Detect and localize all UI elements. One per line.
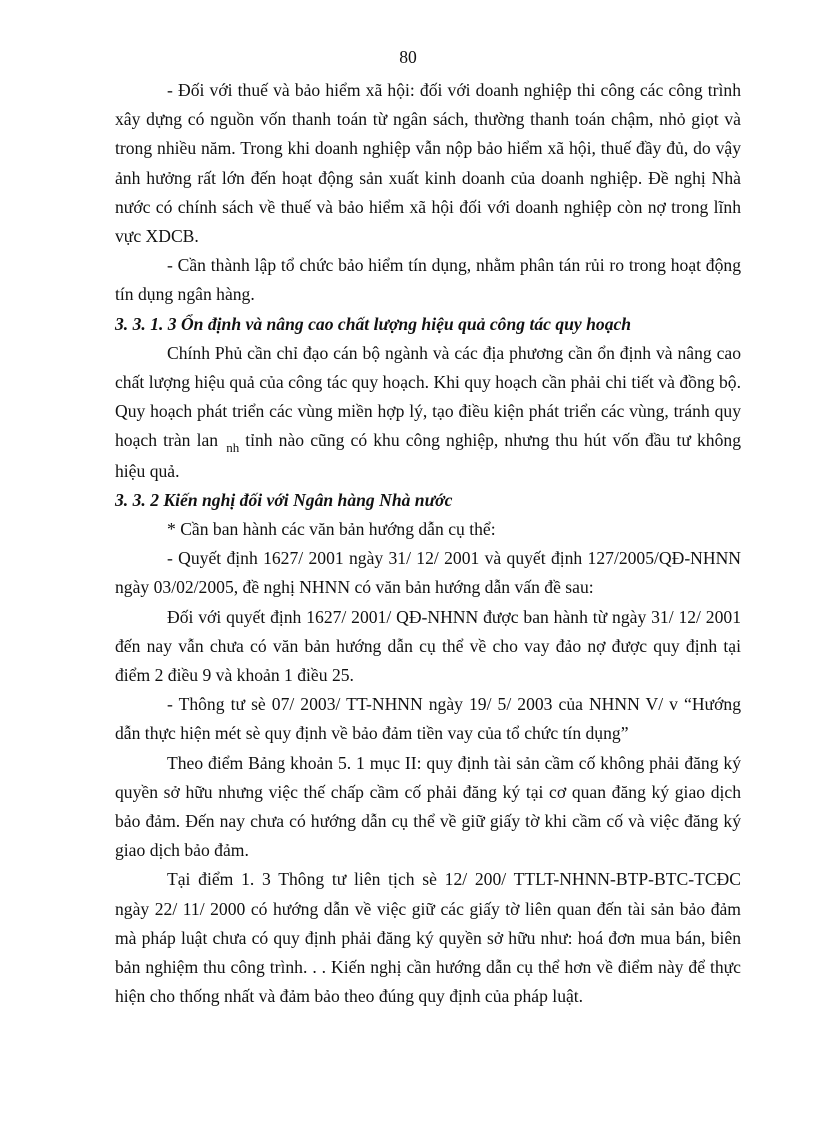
paragraph-planning-part-1: Chính Phủ cần chỉ đạo cán bộ ngành và các địa phương cần ổn định và nâng cao chất lượng hiệu quả của công tác quy hoạch. Khi quy hoạch cần phải chi tiết và đồng bộ. Quy hoạch phát triển các vùng miền hợp lý, tạo điều kiện phát triển các vùng, tránh quy hoạch tràn lan: [115, 342, 741, 451]
paragraph-circular-12: Tại điểm 1. 3 Thông tư liên tịch sè 12/ 200/ TTLT-NHNN-BTP-BTC-TCĐC ngày 22/ 11/ 2000 có hướng dẫn về việc giữ các giấy tờ liên quan đến tài sản bảo đảm mà pháp luật chưa có quy định phải đăng ký quyền sở hữu như: hoá đơn mua bán, biên bản nghiệm thu công trình. . . Kiến nghị cần hướng dẫn cụ thể hơn về điểm này để thực hiện cho thống nhất và đảm bảo theo đúng quy định của pháp luật.: [115, 869, 741, 1007]
heading-planning: 3. 3. 1. 3 Ổn định và nâng cao chất lượng hiệu quả công tác quy hoạch: [115, 313, 632, 334]
paragraph-tax-insurance: - Đối với thuế và bảo hiểm xã hội: đối với doanh nghiệp thi công các công trình xây dựng có nguồn vốn thanh toán từ ngân sách, thường thanh toán chậm, nhỏ giọt và trong nhiều năm. Trong khi doanh nghiệp vẫn nộp bảo hiểm xã hội, thuế đầy đủ, do vậy ảnh hưởng rất lớn đến hoạt động sản xuất kinh doanh của doanh nghiệp. Đề nghị Nhà nước có chính sách về thuế và bảo hiểm xã hội đối với doanh nghiệp còn nợ trong lĩnh vực XDCB.: [115, 80, 741, 247]
paragraph-decision-1627: - Quyết định 1627/ 2001 ngày 31/ 12/ 2001 và quyết định 127/2005/QĐ-NHNN ngày 03/02/2005, đề nghị NHNN có văn bản hướng dẫn vấn đề sau:: [115, 548, 741, 598]
document-body: [115, 76, 741, 1012]
paragraph-circular-07: - Thông tư sè 07/ 2003/ TT-NHNN ngày 19/ 5/ 2003 của NHNN V/ v “Hướng dẫn thực hiện mét sè quy định về bảo đảm tiền vay của tổ chức tín dụng”: [115, 694, 741, 744]
paragraph-planning: [115, 339, 741, 486]
page-number: 80: [399, 47, 417, 67]
paragraph-pledge-registration: Theo điểm Bảng khoản 5. 1 mục II: quy định tài sản cầm cố không phải đăng ký quyền sở hữu nhưng việc thế chấp cầm cố phải đăng ký tại cơ quan đăng ký giao dịch bảo đảm. Đến nay chưa có hướng dẫn cụ thể về giữ giấy tờ khi cầm cố và việc đăng ký giao dịch bảo đảm.: [115, 752, 741, 861]
paragraph-credit-insurance: - Cần thành lập tổ chức bảo hiểm tín dụng, nhằm phân tán rủi ro trong hoạt động tín dụng ngân hàng.: [115, 255, 741, 305]
paragraph-debt-rollover: Đối với quyết định 1627/ 2001/ QĐ-NHNN được ban hành từ ngày 31/ 12/ 2001 đến nay vẫn chưa có văn bản hướng dẫn cụ thể về cho vay đảo nợ được quy định tại điểm 2 điều 9 và khoản 1 điều 25.: [115, 606, 741, 686]
heading-state-bank: 3. 3. 2 Kiến nghị đối với Ngân hàng Nhà nước: [115, 489, 453, 510]
paragraph-guidance-intro: * Cần ban hành các văn bản hướng dẫn cụ thể:: [167, 519, 496, 540]
paragraph-planning-stray-text: nh: [226, 440, 240, 456]
paragraph-planning-part-2: tỉnh nào cũng có khu công nghiệp, nhưng thu hút vốn đầu tư không hiệu quả.: [115, 430, 741, 481]
